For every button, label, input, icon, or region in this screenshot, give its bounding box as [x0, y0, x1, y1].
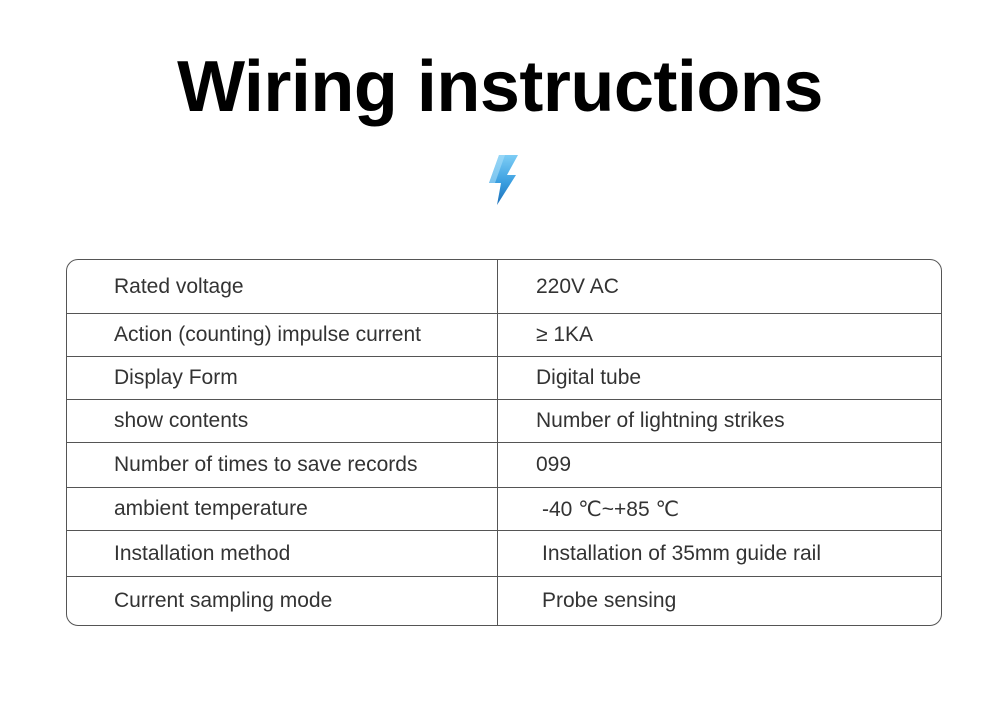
table-row: [67, 488, 941, 531]
table-row: [67, 443, 941, 488]
table-row: [67, 400, 941, 443]
table-row: [67, 577, 941, 625]
spec-label: Action (counting) impulse current: [67, 314, 498, 356]
lightning-bolt-icon: [485, 154, 521, 206]
spec-label: Number of times to save records: [67, 443, 498, 487]
spec-label: Display Form: [67, 357, 498, 399]
table-row: [67, 357, 941, 400]
spec-table: [66, 259, 942, 626]
spec-value: Digital tube: [536, 366, 642, 389]
spec-label: Rated voltage: [67, 260, 498, 313]
spec-value: -40 ℃~+85 ℃: [542, 497, 680, 521]
spec-value: 220V AC: [536, 274, 619, 298]
spec-value: Number of lightning strikes: [536, 409, 785, 432]
page-title: Wiring instructions: [177, 47, 823, 127]
table-row: [67, 260, 941, 314]
spec-label: show contents: [67, 400, 498, 442]
spec-value: Probe sensing: [542, 589, 677, 612]
spec-label: Current sampling mode: [67, 577, 498, 625]
table-row: [67, 314, 941, 357]
spec-value: 099: [536, 453, 572, 476]
spec-value: ≥ 1KA: [536, 323, 594, 346]
spec-label: ambient temperature: [67, 488, 498, 530]
spec-value: Installation of 35mm guide rail: [542, 541, 821, 565]
table-row: [67, 531, 941, 577]
spec-label: Installation method: [67, 531, 498, 576]
